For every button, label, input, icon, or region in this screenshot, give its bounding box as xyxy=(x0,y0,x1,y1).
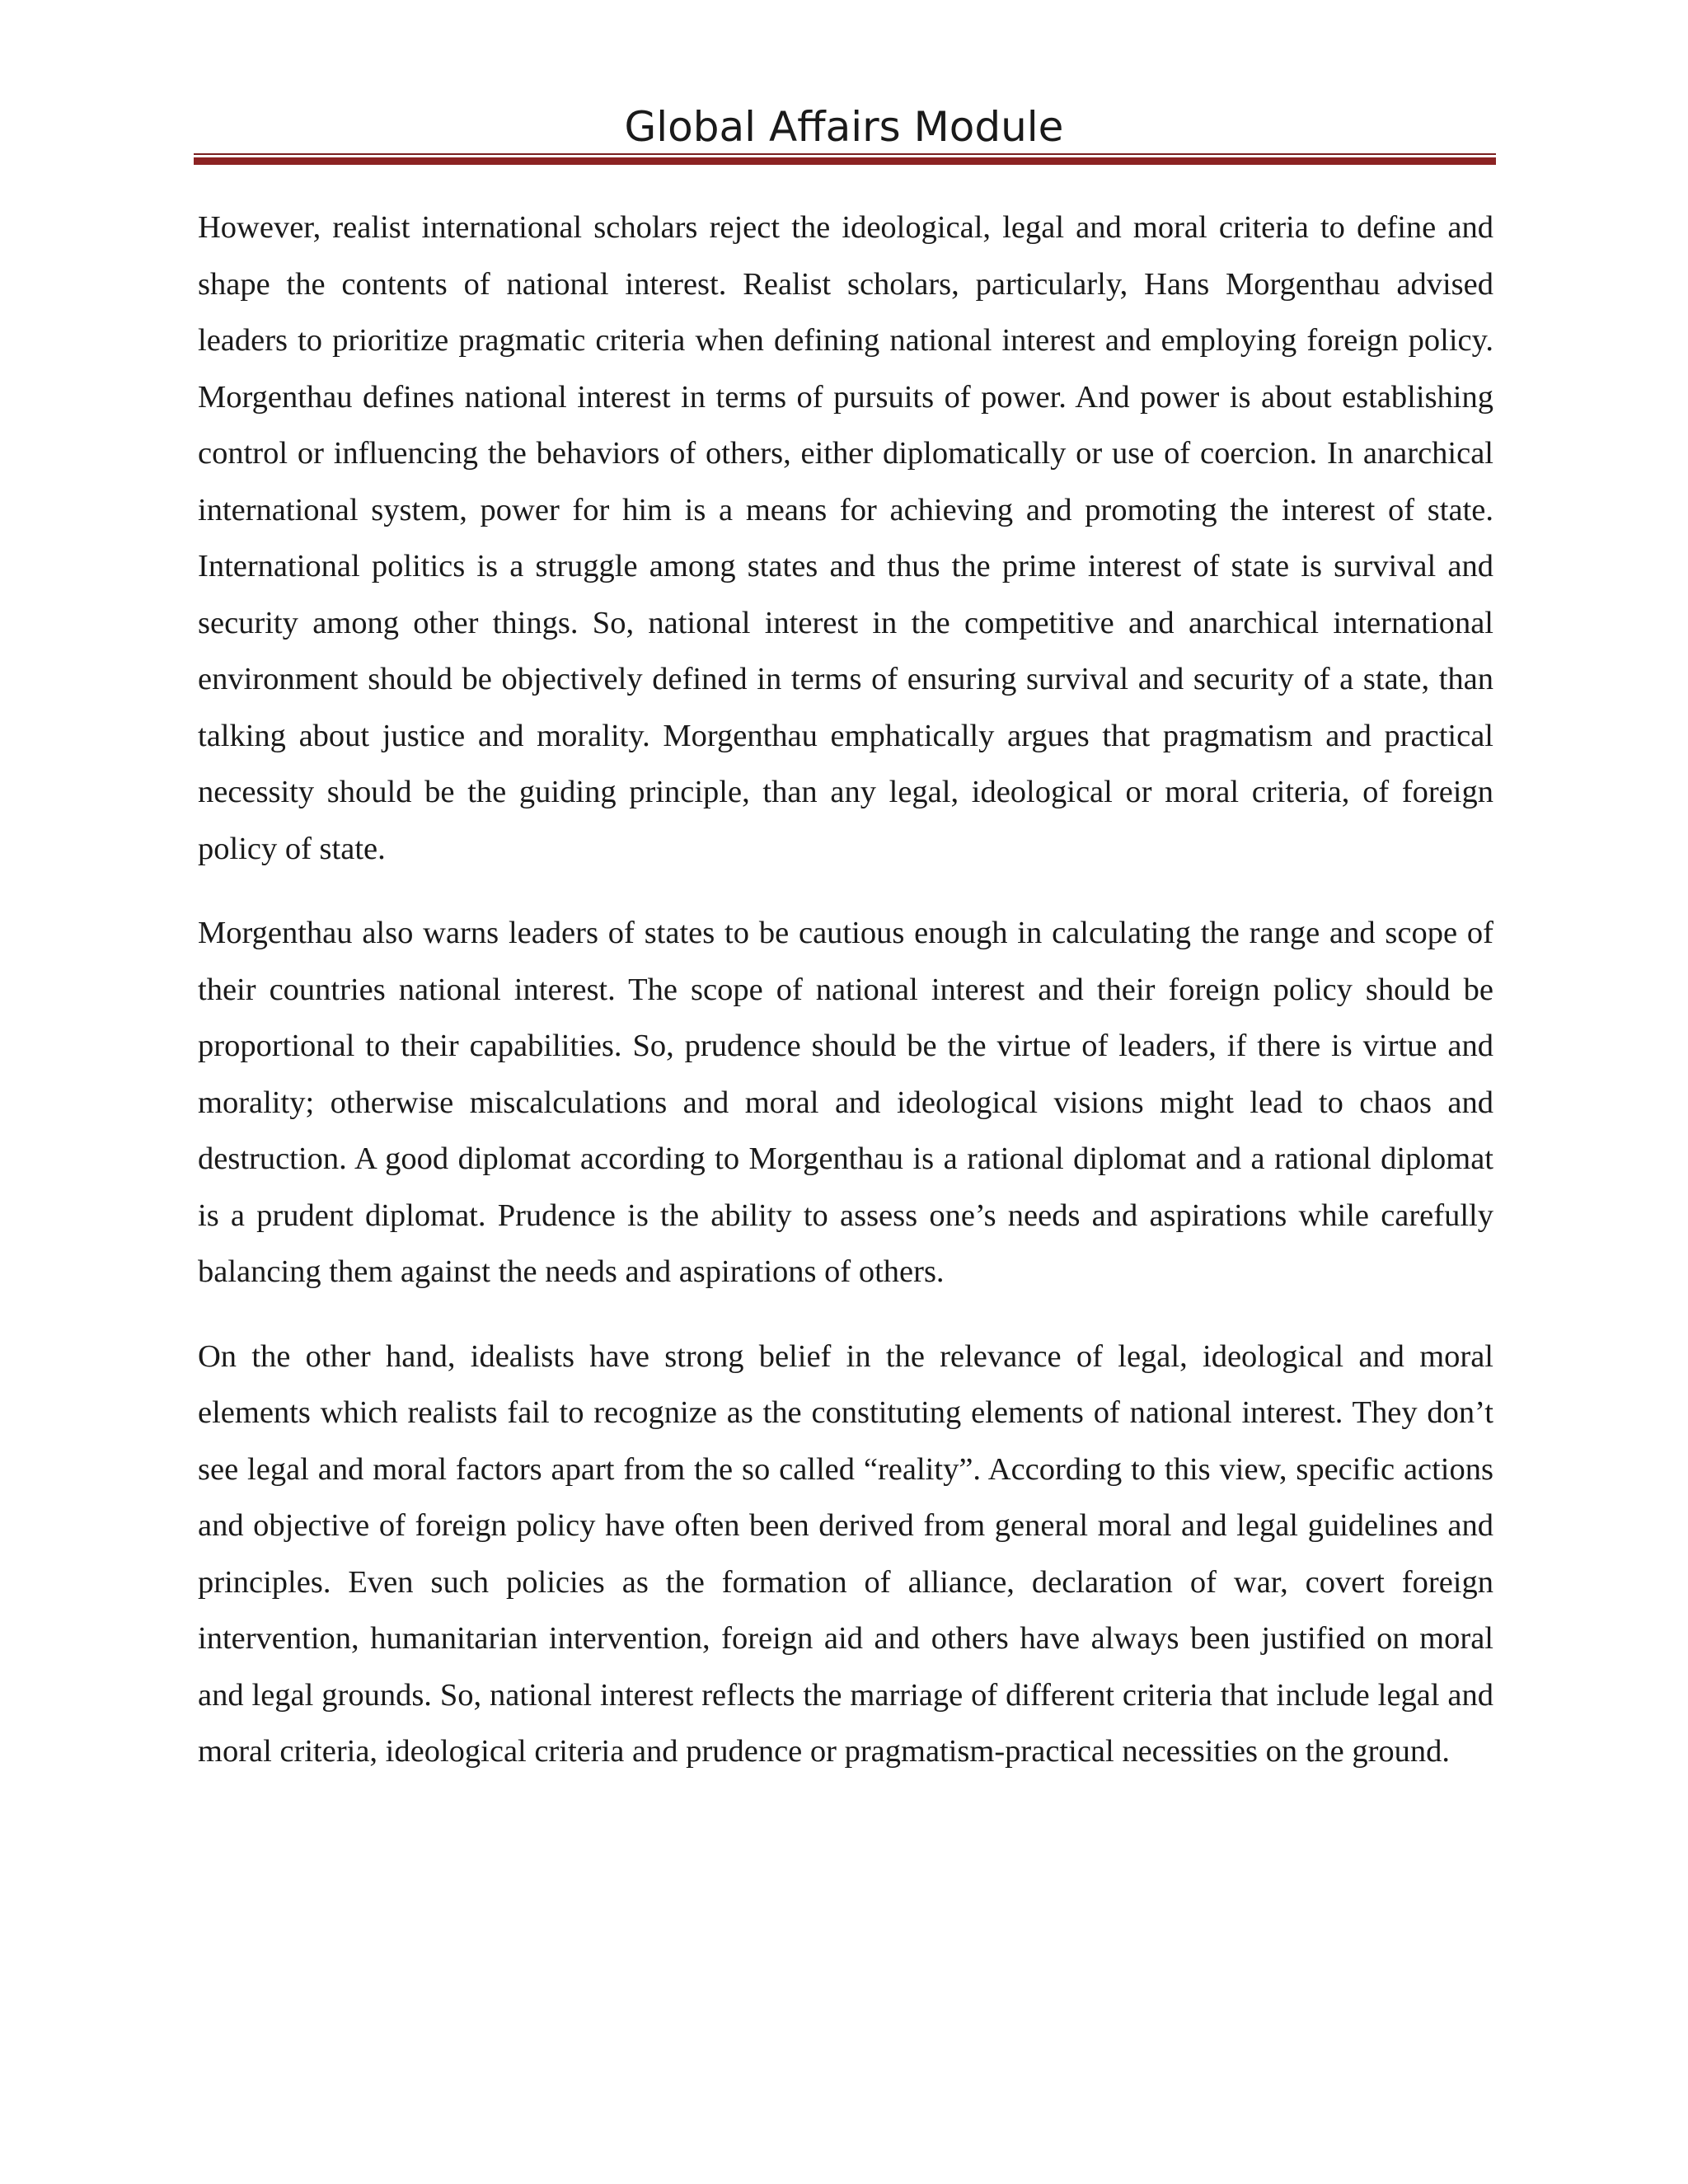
paragraph-idealists: On the other hand, idealists have strong belief in the relevance of legal, ideological and moral elements which realists fail to recognize as the constituting elements of national interest. They don’t see legal and moral factors apart from the so called “reality”. According to this view, specific actions and objective of foreign policy have often been derived from general moral and legal guidelines and principles. Even such policies as the formation of alliance, declaration of war, covert foreign intervention, humanitarian intervention, foreign aid and others have always been justified on moral and legal grounds. So, national interest reflects the marriage of different criteria that include legal and moral criteria, ideological criteria and prudence or pragmatism-practical necessities on the ground. xyxy=(198,1338,1493,1769)
header-rule-thin xyxy=(194,153,1496,155)
header-rule-thick xyxy=(194,157,1496,165)
paragraph-morgenthau-prudence: Morgenthau also warns leaders of states to be cautious enough in calculating the range and scope of their countries national interest. The scope of national interest and their foreign policy should be proportional to their capabilities. So, prudence should be the virtue of leaders, if there is virtue and morality; otherwise miscalculations and moral and ideological visions might lead to chaos and destruction. A good diplomat according to Morgenthau is a rational diplomat and a rational diplomat is a prudent diplomat. Prudence is the ability to assess one’s needs and aspirations while carefully balancing them against the needs and aspirations of others. xyxy=(198,916,1493,1289)
paragraph-realist: However, realist international scholars reject the ideological, legal and moral criteria to define and shape the contents of national interest. Realist scholars, particularly, Hans Morgenthau advised leaders to prioritize pragmatic criteria when defining national interest and employing foreign policy. Morgenthau defines national interest in terms of pursuits of power. And power is about establishing control or influencing the behaviors of others, either diplomatically or use of coercion. In anarchical international system, power for him is a means for achieving and promoting the interest of state. International politics is a struggle among states and thus the prime interest of state is survival and security among other things. So, national interest in the competitive and anarchical international environment should be objectively defined in terms of ensuring survival and security of a state, than talking about justice and morality. Morgenthau emphatically argues that pragmatism and practical necessity should be the guiding principle, than any legal, ideological or moral criteria, of foreign policy of state. xyxy=(198,210,1493,866)
page-header-title: Global Affairs Module xyxy=(624,103,1064,151)
body-text xyxy=(198,199,1493,1808)
